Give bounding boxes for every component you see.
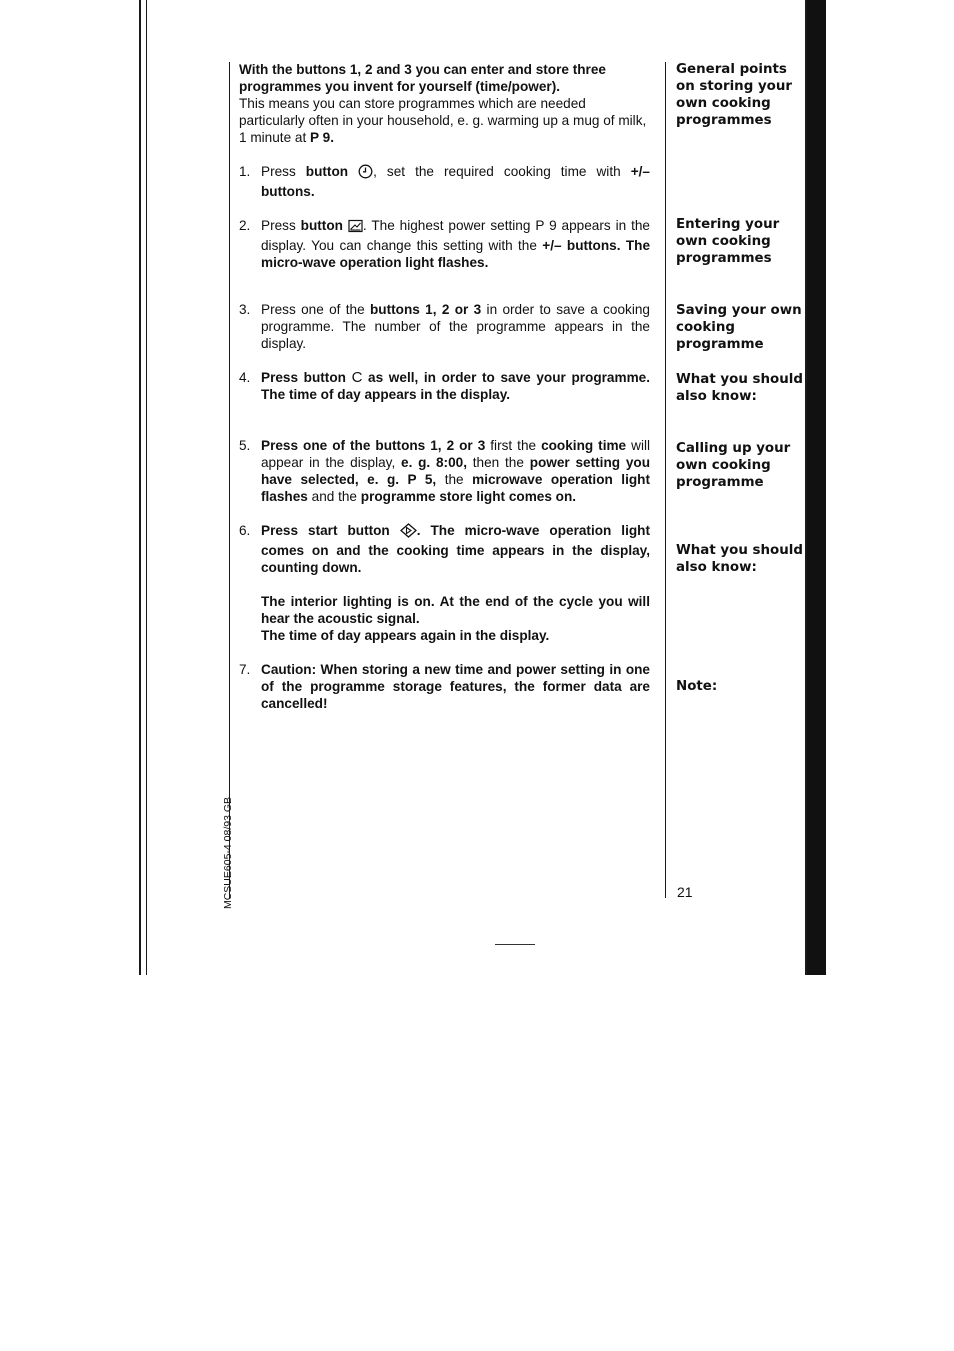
left-binding-rule — [139, 0, 141, 975]
heading-what-you-should-know-2: What you should also know: — [676, 543, 803, 575]
document-code: MCSUE605-4 08/93 GB — [222, 796, 234, 910]
heading-calling-up: Calling up your own cooking programme — [676, 441, 791, 490]
left-binding-rule-thin — [146, 0, 147, 975]
heading-what-you-should-know-1: What you should also know: — [676, 372, 803, 404]
step-6-time-of-day: The time of day appears again in the display. — [261, 628, 550, 643]
start-diamond-icon — [400, 523, 417, 542]
bottom-dash-mark — [495, 944, 535, 945]
main-text-column — [239, 61, 650, 712]
text-column-rule — [229, 62, 230, 898]
step-5: 5. Press one of the buttons 1, 2 or 3 first the cooking time will appear in the display, e. g. 8:00, then the power setting you have selected, e. g. P 5, the microwave operation light flashes and the programme store light comes on. — [239, 438, 651, 504]
intro-body: This means you can store programmes which are needed particularly often in your household, e. g. warming up a mug of milk, 1 minute at P 9. — [239, 96, 647, 145]
step-1: 1. Press button , set the required cooking time with +/– buttons. — [239, 164, 650, 199]
clock-icon — [358, 164, 373, 183]
step-7: 7. Caution: When storing a new time and power setting in one of the programme storage features, the former data are cancelled! — [239, 662, 650, 711]
power-display-icon — [348, 219, 363, 237]
page-number: 21 — [677, 884, 693, 900]
step-4: 4. Press button C as well, in order to save your programme. The time of day appears in the display. — [239, 369, 651, 402]
intro-heading: With the buttons 1, 2 and 3 you can enter and store three programmes you invent for yourself (time/power). — [239, 62, 606, 94]
heading-note: Note: — [676, 679, 718, 694]
step-6: 6. Press start button . The micro-wave operation light comes on and the cooking time appears in the display, counting down. The interior lighting is on. At the end of the cycle you will hear the acoustic signal. The time of day appears again in the display. — [239, 523, 650, 643]
step-2: 2. Press button . The highest power setting P 9 appears in the display. You can change this setting with the +/– buttons. The micro-wave operation light flashes. — [239, 218, 651, 270]
step-3: 3. Press one of the buttons 1, 2 or 3 in order to save a cooking programme. The number of the programme appears in the display. — [239, 302, 650, 351]
step-6-interior-lighting: The interior lighting is on. At the end of the cycle you will hear the acoustic signal. — [261, 594, 650, 626]
heading-entering: Entering your own cooking programmes — [676, 217, 780, 266]
heading-saving: Saving your own cooking programme — [676, 303, 802, 352]
margin-column-rule — [665, 62, 666, 898]
heading-general-points: General points on storing your own cooking programmes — [676, 62, 793, 128]
right-edge-bar — [807, 0, 826, 975]
